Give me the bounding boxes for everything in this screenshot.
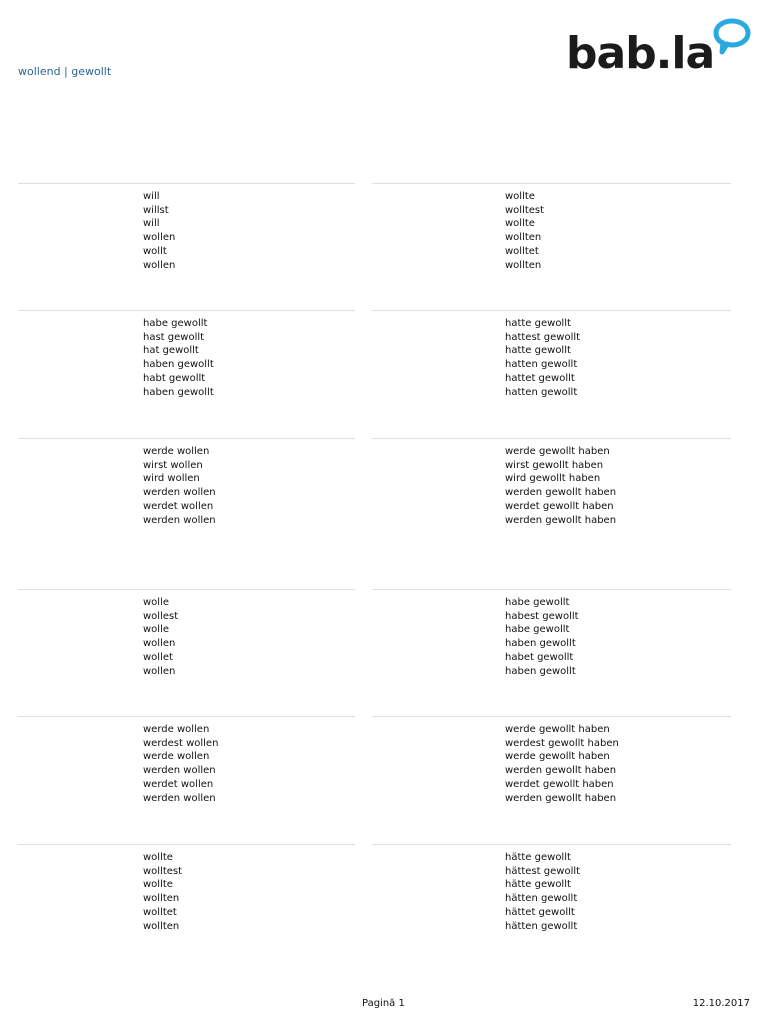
conjugation-form: wolle — [143, 597, 170, 608]
conjugation-block — [18, 183, 355, 303]
divider — [372, 310, 731, 311]
conjugation-form: wollen — [143, 232, 176, 244]
conjugation-form: wollten — [505, 232, 542, 244]
conjugation-form: wolltest — [505, 204, 545, 216]
conjugation-list — [505, 596, 579, 678]
conjugation-form: hatten gewollt — [505, 359, 578, 371]
conjugation-form: hätte gewollt — [505, 852, 571, 863]
conjugation-form: wollest — [143, 610, 179, 622]
conjugation-form: willst — [143, 204, 169, 216]
conjugation-form: werden gewollt haben — [505, 514, 617, 526]
conjugation-form: wollte — [505, 191, 535, 202]
conjugation-form: werden wollen — [143, 792, 216, 804]
divider — [372, 844, 731, 845]
conjugation-form: hätten gewollt — [505, 920, 578, 932]
divider — [372, 438, 731, 439]
conjugation-form: werdest gewollt haben — [505, 737, 619, 749]
conjugation-form: wolltet — [505, 245, 539, 257]
conjugation-form: hättest gewollt — [505, 865, 581, 877]
conjugation-form: will — [143, 218, 160, 230]
divider — [18, 716, 355, 717]
conjugation-form: werde gewollt haben — [505, 446, 610, 457]
conjugation-block — [18, 310, 355, 430]
conjugation-form: hattest gewollt — [505, 331, 581, 343]
conjugation-block — [372, 716, 731, 836]
conjugation-list — [143, 190, 175, 272]
conjugation-form: werde wollen — [143, 724, 210, 735]
conjugation-form: wollte — [143, 879, 173, 891]
page-number: Pagină 1 — [362, 998, 405, 1009]
conjugation-form: werdest wollen — [143, 737, 219, 749]
conjugation-form: wollten — [143, 893, 180, 905]
divider — [18, 844, 355, 845]
conjugation-list — [505, 190, 544, 272]
conjugation-block — [372, 183, 731, 303]
divider — [18, 438, 355, 439]
conjugation-list — [143, 851, 182, 933]
conjugation-block — [18, 844, 355, 964]
conjugation-block — [372, 438, 731, 558]
conjugation-form: hattet gewollt — [505, 372, 575, 384]
conjugation-form: hast gewollt — [143, 331, 205, 343]
conjugation-list — [505, 723, 619, 805]
conjugation-list — [143, 723, 218, 805]
divider — [372, 589, 731, 590]
conjugation-form: wollet — [143, 651, 173, 663]
conjugation-form: wollen — [143, 638, 176, 650]
conjugation-form: werdet wollen — [143, 500, 214, 512]
conjugation-block — [18, 438, 355, 558]
conjugation-form: wollten — [505, 259, 542, 271]
conjugation-form: wird wollen — [143, 473, 200, 485]
conjugation-list — [143, 445, 216, 527]
document-subtitle: wollend | gewollt — [18, 65, 112, 78]
conjugation-list — [505, 851, 580, 933]
conjugation-form: habe gewollt — [505, 624, 570, 636]
conjugation-form: hat gewollt — [143, 345, 199, 357]
conjugation-form: werde wollen — [143, 446, 210, 457]
babla-logo[interactable] — [566, 18, 752, 82]
conjugation-form: werdet gewollt haben — [505, 778, 614, 790]
divider — [372, 716, 731, 717]
conjugation-form: wolle — [143, 624, 170, 636]
conjugation-form: haben gewollt — [505, 638, 576, 650]
conjugation-block — [372, 310, 731, 430]
conjugation-form: hätten gewollt — [505, 893, 578, 905]
conjugation-form: hätte gewollt — [505, 879, 571, 891]
conjugation-list — [505, 317, 580, 399]
conjugation-form: haben gewollt — [505, 665, 576, 677]
conjugation-form: wird gewollt haben — [505, 473, 601, 485]
conjugation-block — [18, 589, 355, 709]
conjugation-form: habest gewollt — [505, 610, 579, 622]
conjugation-form: wollen — [143, 259, 176, 271]
conjugation-block — [372, 589, 731, 709]
conjugation-form: wolltet — [143, 906, 177, 918]
conjugation-form: habe gewollt — [143, 318, 208, 329]
conjugation-list — [143, 596, 178, 678]
conjugation-block — [372, 844, 731, 964]
conjugation-form: hatten gewollt — [505, 386, 578, 398]
conjugation-form: werdet gewollt haben — [505, 500, 614, 512]
speech-bubble-icon — [712, 18, 752, 58]
conjugation-form: wollten — [143, 920, 180, 932]
divider — [372, 183, 731, 184]
divider — [18, 183, 355, 184]
conjugation-form: werden wollen — [143, 765, 216, 777]
conjugation-list — [143, 317, 214, 399]
conjugation-form: hatte gewollt — [505, 345, 571, 357]
conjugation-form: wirst wollen — [143, 459, 203, 471]
print-date: 12.10.2017 — [692, 998, 750, 1009]
conjugation-form: haben gewollt — [143, 386, 214, 398]
divider — [18, 589, 355, 590]
divider — [18, 310, 355, 311]
conjugation-form: werde wollen — [143, 751, 210, 763]
conjugation-form: will — [143, 191, 160, 202]
conjugation-form: werde gewollt haben — [505, 724, 610, 735]
conjugation-form: werden gewollt haben — [505, 487, 617, 499]
conjugation-form: wollte — [505, 218, 535, 230]
conjugation-form: wollen — [143, 665, 176, 677]
conjugation-form: habet gewollt — [505, 651, 574, 663]
logo-text: bab.la — [566, 28, 715, 79]
conjugation-block — [18, 716, 355, 836]
conjugation-form: hatte gewollt — [505, 318, 571, 329]
conjugation-form: hättet gewollt — [505, 906, 575, 918]
conjugation-form: wirst gewollt haben — [505, 459, 604, 471]
conjugation-form: wollte — [143, 852, 173, 863]
conjugation-form: werdet wollen — [143, 778, 214, 790]
conjugation-form: habt gewollt — [143, 372, 206, 384]
conjugation-form: werden wollen — [143, 487, 216, 499]
conjugation-form: werden gewollt haben — [505, 765, 617, 777]
conjugation-form: wolltest — [143, 865, 183, 877]
conjugation-form: werden wollen — [143, 514, 216, 526]
conjugation-form: haben gewollt — [143, 359, 214, 371]
conjugation-form: habe gewollt — [505, 597, 570, 608]
conjugation-form: werden gewollt haben — [505, 792, 617, 804]
conjugation-form: wollt — [143, 245, 167, 257]
conjugation-form: werde gewollt haben — [505, 751, 610, 763]
conjugation-list — [505, 445, 616, 527]
